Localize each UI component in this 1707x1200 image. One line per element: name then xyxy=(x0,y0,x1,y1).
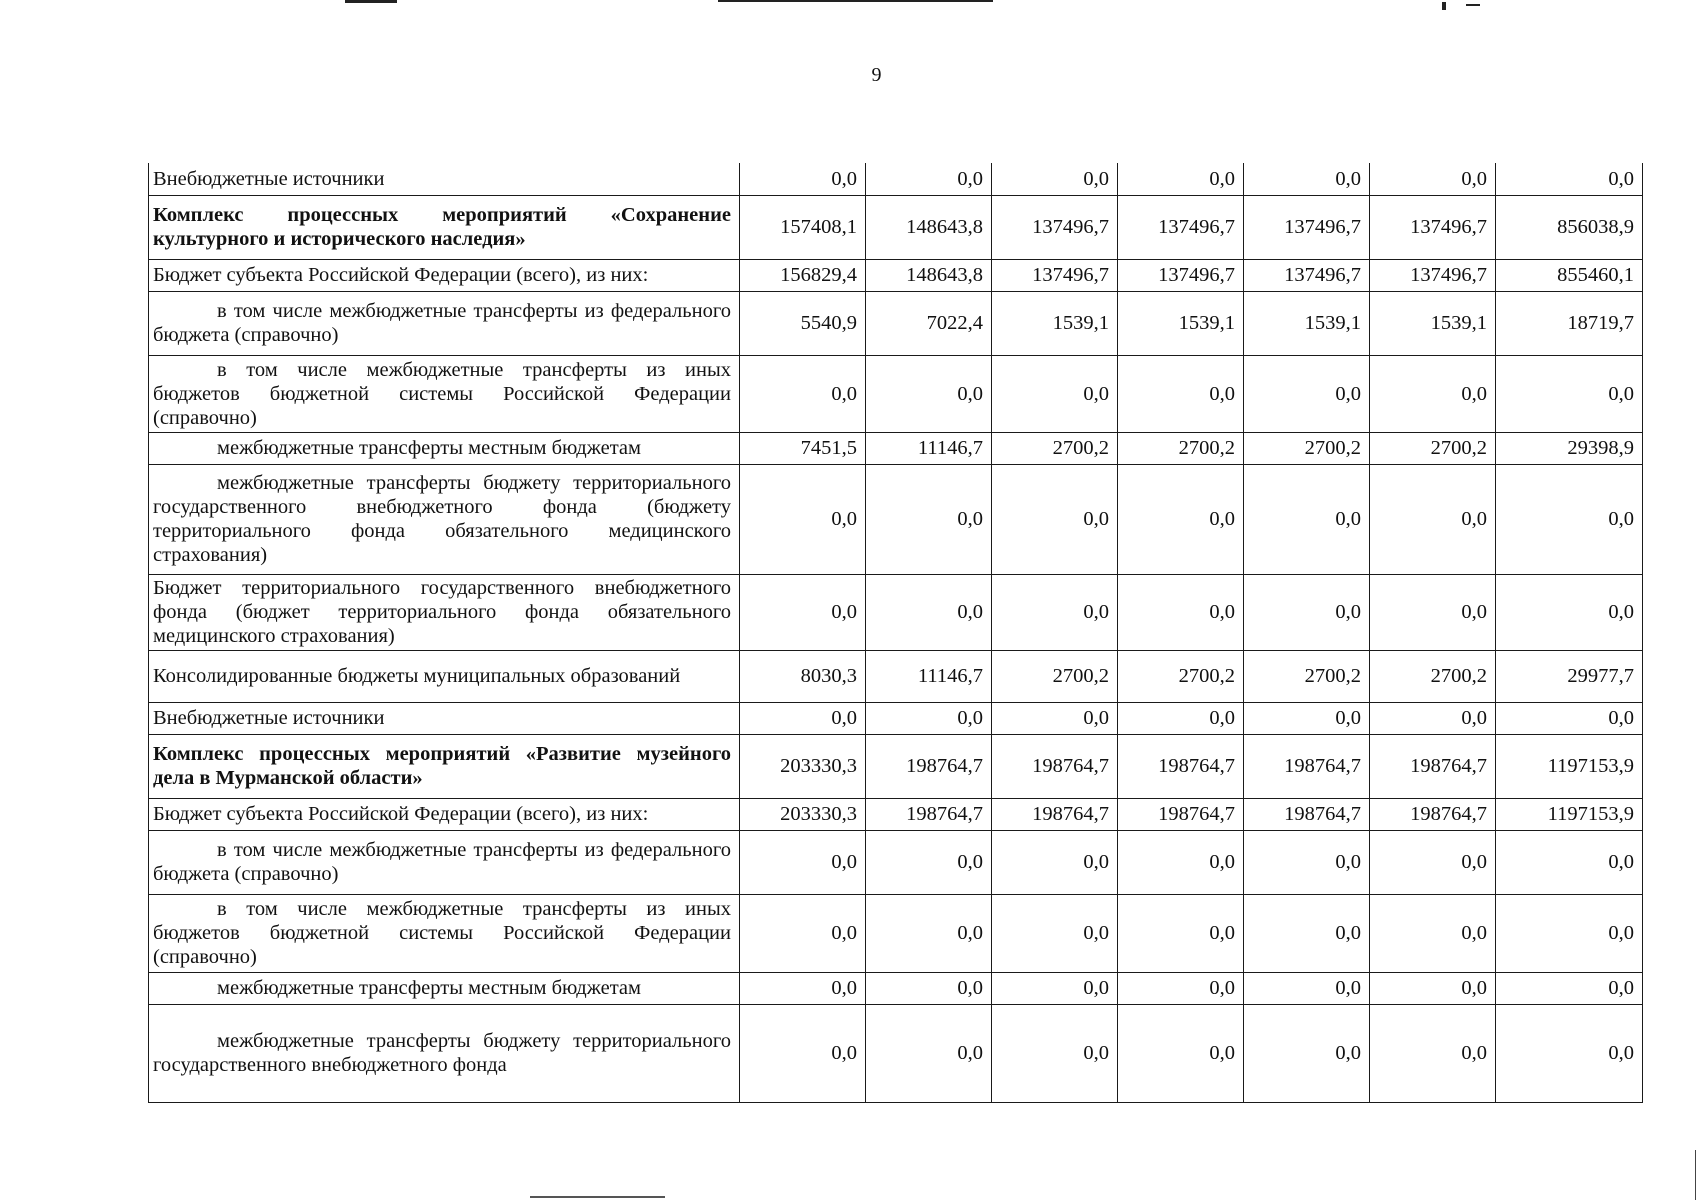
row-year-value: 156829,4 xyxy=(740,259,866,291)
table-row xyxy=(149,574,1643,650)
row-total-value: 0,0 xyxy=(1496,894,1643,972)
row-label: межбюджетные трансферты бюджету территориального государственного внебюджетного фонда (бюджету территориального фонда обязательного медицинского страхования) xyxy=(149,464,740,574)
row-year-value: 7022,4 xyxy=(866,291,992,355)
row-year-value: 198764,7 xyxy=(1370,734,1496,798)
row-total-value: 1197153,9 xyxy=(1496,798,1643,830)
row-total-value: 855460,1 xyxy=(1496,259,1643,291)
table-row xyxy=(149,702,1643,734)
row-year-value: 0,0 xyxy=(740,830,866,894)
table-row xyxy=(149,291,1643,355)
row-year-value: 0,0 xyxy=(1118,830,1244,894)
row-year-value: 148643,8 xyxy=(866,195,992,259)
row-year-value: 1539,1 xyxy=(1370,291,1496,355)
row-year-value: 11146,7 xyxy=(866,432,992,464)
row-label: в том числе межбюджетные трансферты из федерального бюджета (справочно) xyxy=(149,830,740,894)
row-year-value: 0,0 xyxy=(992,894,1118,972)
row-year-value: 0,0 xyxy=(1244,894,1370,972)
row-year-value: 0,0 xyxy=(866,894,992,972)
row-year-value: 0,0 xyxy=(866,702,992,734)
table-body xyxy=(149,163,1643,1102)
row-year-value: 0,0 xyxy=(992,163,1118,195)
row-year-value: 0,0 xyxy=(1244,574,1370,650)
row-year-value: 11146,7 xyxy=(866,650,992,702)
row-year-value: 198764,7 xyxy=(1118,798,1244,830)
row-year-value: 2700,2 xyxy=(1244,650,1370,702)
row-year-value: 0,0 xyxy=(740,355,866,432)
row-year-value: 0,0 xyxy=(866,464,992,574)
row-year-value: 0,0 xyxy=(1370,1004,1496,1102)
table-row xyxy=(149,1004,1643,1102)
row-label: Консолидированные бюджеты муниципальных образований xyxy=(149,650,740,702)
row-year-value: 0,0 xyxy=(992,355,1118,432)
row-year-value: 0,0 xyxy=(992,574,1118,650)
table-row xyxy=(149,650,1643,702)
table-row xyxy=(149,734,1643,798)
row-year-value: 137496,7 xyxy=(1118,195,1244,259)
row-year-value: 0,0 xyxy=(1244,702,1370,734)
table-row xyxy=(149,259,1643,291)
row-year-value: 0,0 xyxy=(1118,702,1244,734)
row-year-value: 137496,7 xyxy=(1244,195,1370,259)
row-year-value: 148643,8 xyxy=(866,259,992,291)
table-row xyxy=(149,355,1643,432)
row-year-value: 2700,2 xyxy=(1370,650,1496,702)
table-row xyxy=(149,830,1643,894)
row-year-value: 0,0 xyxy=(1370,355,1496,432)
row-total-value: 18719,7 xyxy=(1496,291,1643,355)
table-row xyxy=(149,798,1643,830)
row-total-value: 29977,7 xyxy=(1496,650,1643,702)
row-year-value: 0,0 xyxy=(1244,464,1370,574)
row-label: Комплекс процессных мероприятий «Развитие музейного дела в Мурманской области» xyxy=(149,734,740,798)
row-year-value: 0,0 xyxy=(992,1004,1118,1102)
row-total-value: 0,0 xyxy=(1496,574,1643,650)
row-label: в том числе межбюджетные трансферты из иных бюджетов бюджетной системы Российской Федерации (справочно) xyxy=(149,894,740,972)
row-label: Бюджет субъекта Российской Федерации (всего), из них: xyxy=(149,259,740,291)
row-year-value: 198764,7 xyxy=(1370,798,1496,830)
row-label: Бюджет территориального государственного внебюджетного фонда (бюджет территориального фонда обязательного медицинского страхования) xyxy=(149,574,740,650)
row-total-value: 0,0 xyxy=(1496,972,1643,1004)
row-total-value: 0,0 xyxy=(1496,702,1643,734)
table-row xyxy=(149,464,1643,574)
row-year-value: 2700,2 xyxy=(992,650,1118,702)
scan-edge-line xyxy=(1695,1150,1696,1200)
row-label: Бюджет субъекта Российской Федерации (всего), из них: xyxy=(149,798,740,830)
row-year-value: 0,0 xyxy=(1370,702,1496,734)
row-year-value: 0,0 xyxy=(992,702,1118,734)
row-year-value: 198764,7 xyxy=(1244,798,1370,830)
row-year-value: 0,0 xyxy=(1370,830,1496,894)
row-year-value: 0,0 xyxy=(992,464,1118,574)
table-row xyxy=(149,163,1643,195)
row-label: межбюджетные трансферты местным бюджетам xyxy=(149,972,740,1004)
row-year-value: 0,0 xyxy=(1244,1004,1370,1102)
row-year-value: 0,0 xyxy=(740,464,866,574)
table-row xyxy=(149,894,1643,972)
row-year-value: 1539,1 xyxy=(992,291,1118,355)
row-year-value: 0,0 xyxy=(1244,972,1370,1004)
row-year-value: 2700,2 xyxy=(1118,432,1244,464)
row-total-value: 0,0 xyxy=(1496,355,1643,432)
row-year-value: 0,0 xyxy=(992,830,1118,894)
row-year-value: 0,0 xyxy=(866,972,992,1004)
row-label: Внебюджетные источники xyxy=(149,702,740,734)
row-year-value: 0,0 xyxy=(1118,894,1244,972)
row-year-value: 8030,3 xyxy=(740,650,866,702)
row-year-value: 137496,7 xyxy=(1244,259,1370,291)
row-year-value: 0,0 xyxy=(1118,464,1244,574)
scan-artifact xyxy=(1466,4,1480,6)
table-row xyxy=(149,972,1643,1004)
row-year-value: 198764,7 xyxy=(992,798,1118,830)
row-total-value: 0,0 xyxy=(1496,1004,1643,1102)
row-year-value: 137496,7 xyxy=(992,259,1118,291)
row-year-value: 198764,7 xyxy=(992,734,1118,798)
row-year-value: 203330,3 xyxy=(740,734,866,798)
row-year-value: 2700,2 xyxy=(992,432,1118,464)
row-year-value: 0,0 xyxy=(740,702,866,734)
table-row xyxy=(149,195,1643,259)
row-label: межбюджетные трансферты бюджету территориального государственного внебюджетного фонда xyxy=(149,1004,740,1102)
row-year-value: 0,0 xyxy=(740,894,866,972)
row-label: Внебюджетные источники xyxy=(149,163,740,195)
row-year-value: 0,0 xyxy=(1118,972,1244,1004)
row-year-value: 0,0 xyxy=(1244,355,1370,432)
row-year-value: 137496,7 xyxy=(992,195,1118,259)
row-total-value: 856038,9 xyxy=(1496,195,1643,259)
row-label: Комплекс процессных мероприятий «Сохранение культурного и исторического наследия» xyxy=(149,195,740,259)
row-year-value: 0,0 xyxy=(866,1004,992,1102)
row-label: межбюджетные трансферты местным бюджетам xyxy=(149,432,740,464)
row-year-value: 0,0 xyxy=(1370,163,1496,195)
row-year-value: 198764,7 xyxy=(1244,734,1370,798)
row-year-value: 2700,2 xyxy=(1244,432,1370,464)
row-year-value: 0,0 xyxy=(992,972,1118,1004)
row-year-value: 0,0 xyxy=(866,355,992,432)
row-label: в том числе межбюджетные трансферты из иных бюджетов бюджетной системы Российской Федерации (справочно) xyxy=(149,355,740,432)
row-total-value: 0,0 xyxy=(1496,830,1643,894)
row-total-value: 29398,9 xyxy=(1496,432,1643,464)
row-year-value: 137496,7 xyxy=(1370,259,1496,291)
row-year-value: 0,0 xyxy=(866,830,992,894)
table-row xyxy=(149,432,1643,464)
row-year-value: 1539,1 xyxy=(1118,291,1244,355)
row-year-value: 0,0 xyxy=(866,574,992,650)
row-year-value: 0,0 xyxy=(1118,355,1244,432)
scan-artifact xyxy=(345,0,397,3)
row-year-value: 198764,7 xyxy=(1118,734,1244,798)
row-year-value: 0,0 xyxy=(1244,163,1370,195)
row-year-value: 2700,2 xyxy=(1118,650,1244,702)
row-total-value: 0,0 xyxy=(1496,163,1643,195)
row-year-value: 0,0 xyxy=(740,972,866,1004)
row-label: в том числе межбюджетные трансферты из федерального бюджета (справочно) xyxy=(149,291,740,355)
row-year-value: 0,0 xyxy=(740,1004,866,1102)
row-year-value: 0,0 xyxy=(866,163,992,195)
row-year-value: 0,0 xyxy=(1118,163,1244,195)
row-year-value: 0,0 xyxy=(1244,830,1370,894)
row-year-value: 0,0 xyxy=(740,574,866,650)
row-year-value: 7451,5 xyxy=(740,432,866,464)
row-year-value: 203330,3 xyxy=(740,798,866,830)
row-year-value: 198764,7 xyxy=(866,798,992,830)
page-number: 9 xyxy=(871,64,882,86)
row-year-value: 0,0 xyxy=(1118,574,1244,650)
row-total-value: 1197153,9 xyxy=(1496,734,1643,798)
row-total-value: 0,0 xyxy=(1496,464,1643,574)
row-year-value: 0,0 xyxy=(1370,894,1496,972)
budget-table xyxy=(148,163,1643,1103)
row-year-value: 0,0 xyxy=(740,163,866,195)
row-year-value: 137496,7 xyxy=(1370,195,1496,259)
row-year-value: 0,0 xyxy=(1370,464,1496,574)
row-year-value: 0,0 xyxy=(1118,1004,1244,1102)
row-year-value: 5540,9 xyxy=(740,291,866,355)
scan-artifact xyxy=(1442,2,1446,10)
row-year-value: 2700,2 xyxy=(1370,432,1496,464)
row-year-value: 0,0 xyxy=(1370,972,1496,1004)
footer-rule xyxy=(530,1196,665,1198)
row-year-value: 1539,1 xyxy=(1244,291,1370,355)
row-year-value: 0,0 xyxy=(1370,574,1496,650)
row-year-value: 137496,7 xyxy=(1118,259,1244,291)
row-year-value: 198764,7 xyxy=(866,734,992,798)
scan-artifact xyxy=(718,0,993,2)
row-year-value: 157408,1 xyxy=(740,195,866,259)
